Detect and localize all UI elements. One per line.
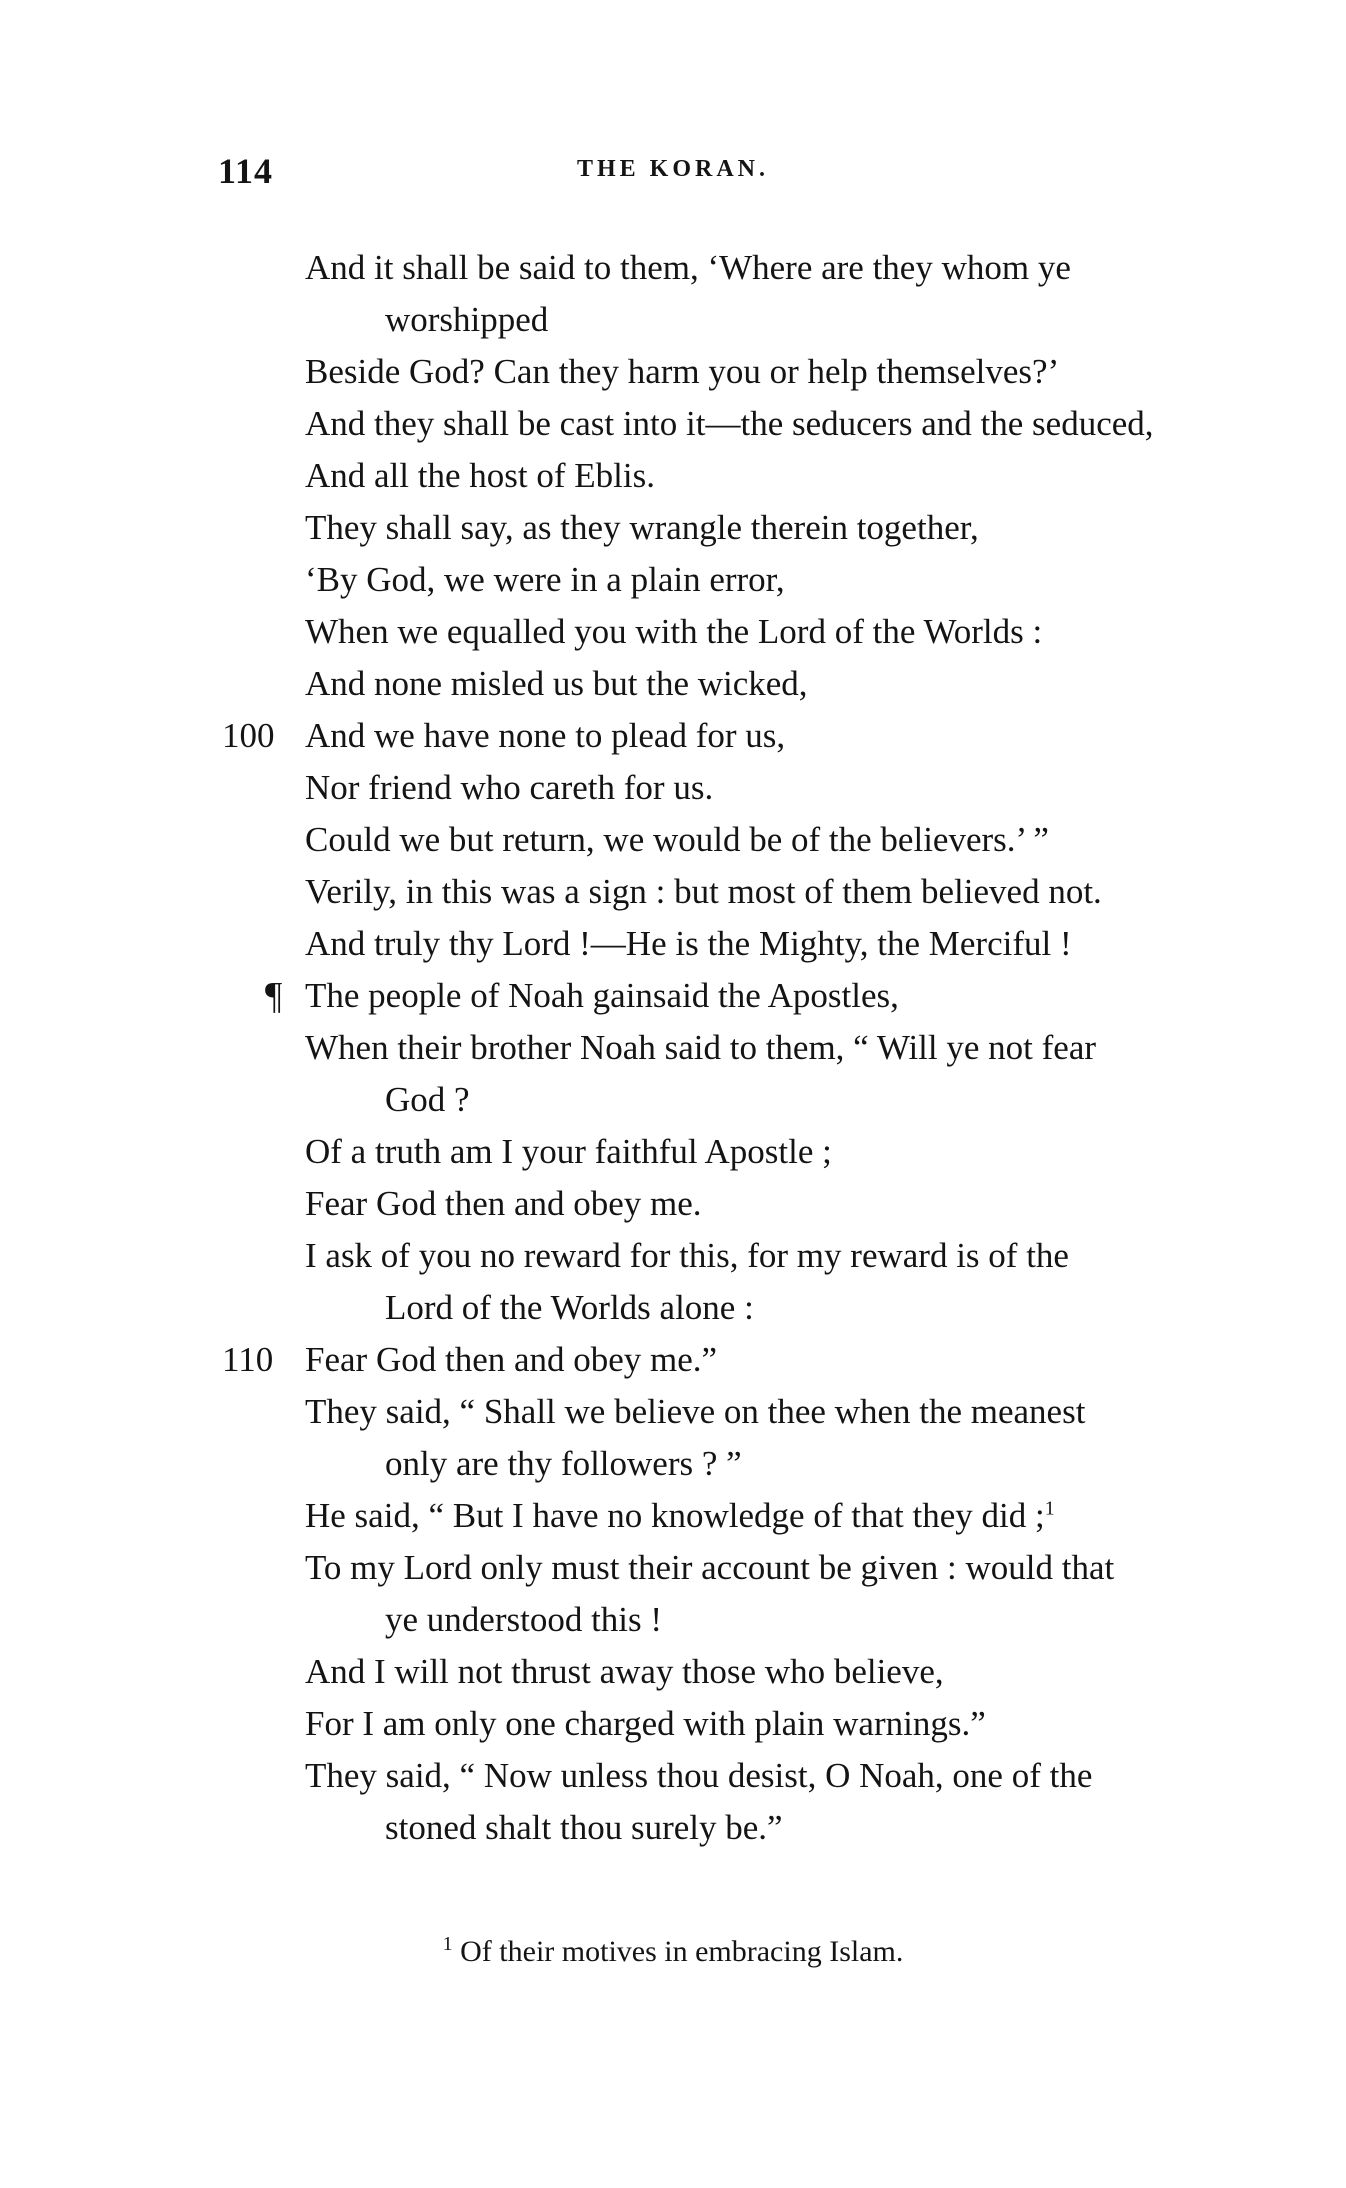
verse-line: And all the host of Eblis. [305,456,655,495]
verse-line: Verily, in this was a sign : but most of them believed not. [305,872,1102,911]
verse-line: Beside God? Can they harm you or help themselves?’ [305,352,1060,391]
verse-line: They said, “ Now unless thou desist, O Noah, one of the stoned shalt thou surely be.” [305,1756,1093,1847]
footnote-marker: 1 [442,1933,453,1955]
verse-line: ‘By God, we were in a plain error, [305,560,785,599]
line-number: 110 [222,1340,274,1379]
verse-line: When we equalled you with the Lord of the Worlds : [305,612,1043,651]
footnote [0,1932,1346,1972]
verse-line: Fear God then and obey me.” [305,1340,718,1379]
running-title: THE KORAN. [576,156,769,182]
line-number: 100 [222,716,275,755]
verse-line: And truly thy Lord !—He is the Mighty, the Merciful ! [305,924,1072,963]
verse-line: Nor friend who careth for us. [305,768,714,807]
verse-line: And they shall be cast into it—the seducers and the seduced, [305,404,1154,443]
verse-line: And we have none to plead for us, [305,716,786,755]
verse-line: And it shall be said to them, ‘Where are they whom ye worshipped [305,248,1071,339]
verse-line: I ask of you no reward for this, for my reward is of the Lord of the Worlds alone : [305,1236,1069,1327]
section-mark: ¶ [265,975,283,1017]
page-number: 114 [218,151,274,191]
verse-line: They shall say, as they wrangle therein together, [305,508,979,547]
verse-line: Of a truth am I your faithful Apostle ; [305,1132,832,1171]
verse-line: And none misled us but the wicked, [305,664,808,703]
footnote-reference: 1 [1044,1497,1055,1520]
verse-line: When their brother Noah said to them, “ Will ye not fear God ? [305,1028,1097,1119]
verse-line: The people of Noah gainsaid the Apostles, [305,976,899,1015]
verse-line: And I will not thrust away those who believe, [305,1652,944,1691]
verse-line: Fear God then and obey me. [305,1184,702,1223]
verse-line: They said, “ Shall we believe on thee when the meanest only are thy followers ? ” [305,1392,1086,1483]
verse-line: He said, “ But I have no knowledge of that they did ;$^1$ [305,1496,1055,1535]
verse-line: For I am only one charged with plain warnings.” [305,1704,986,1743]
verse-line: To my Lord only must their account be given : would that ye understood this ! [305,1548,1115,1639]
footnote-text: Of their motives in embracing Islam. [460,1935,904,1968]
verse-line: Could we but return, we would be of the believers.’ ” [305,820,1049,859]
page-header [0,150,1346,200]
